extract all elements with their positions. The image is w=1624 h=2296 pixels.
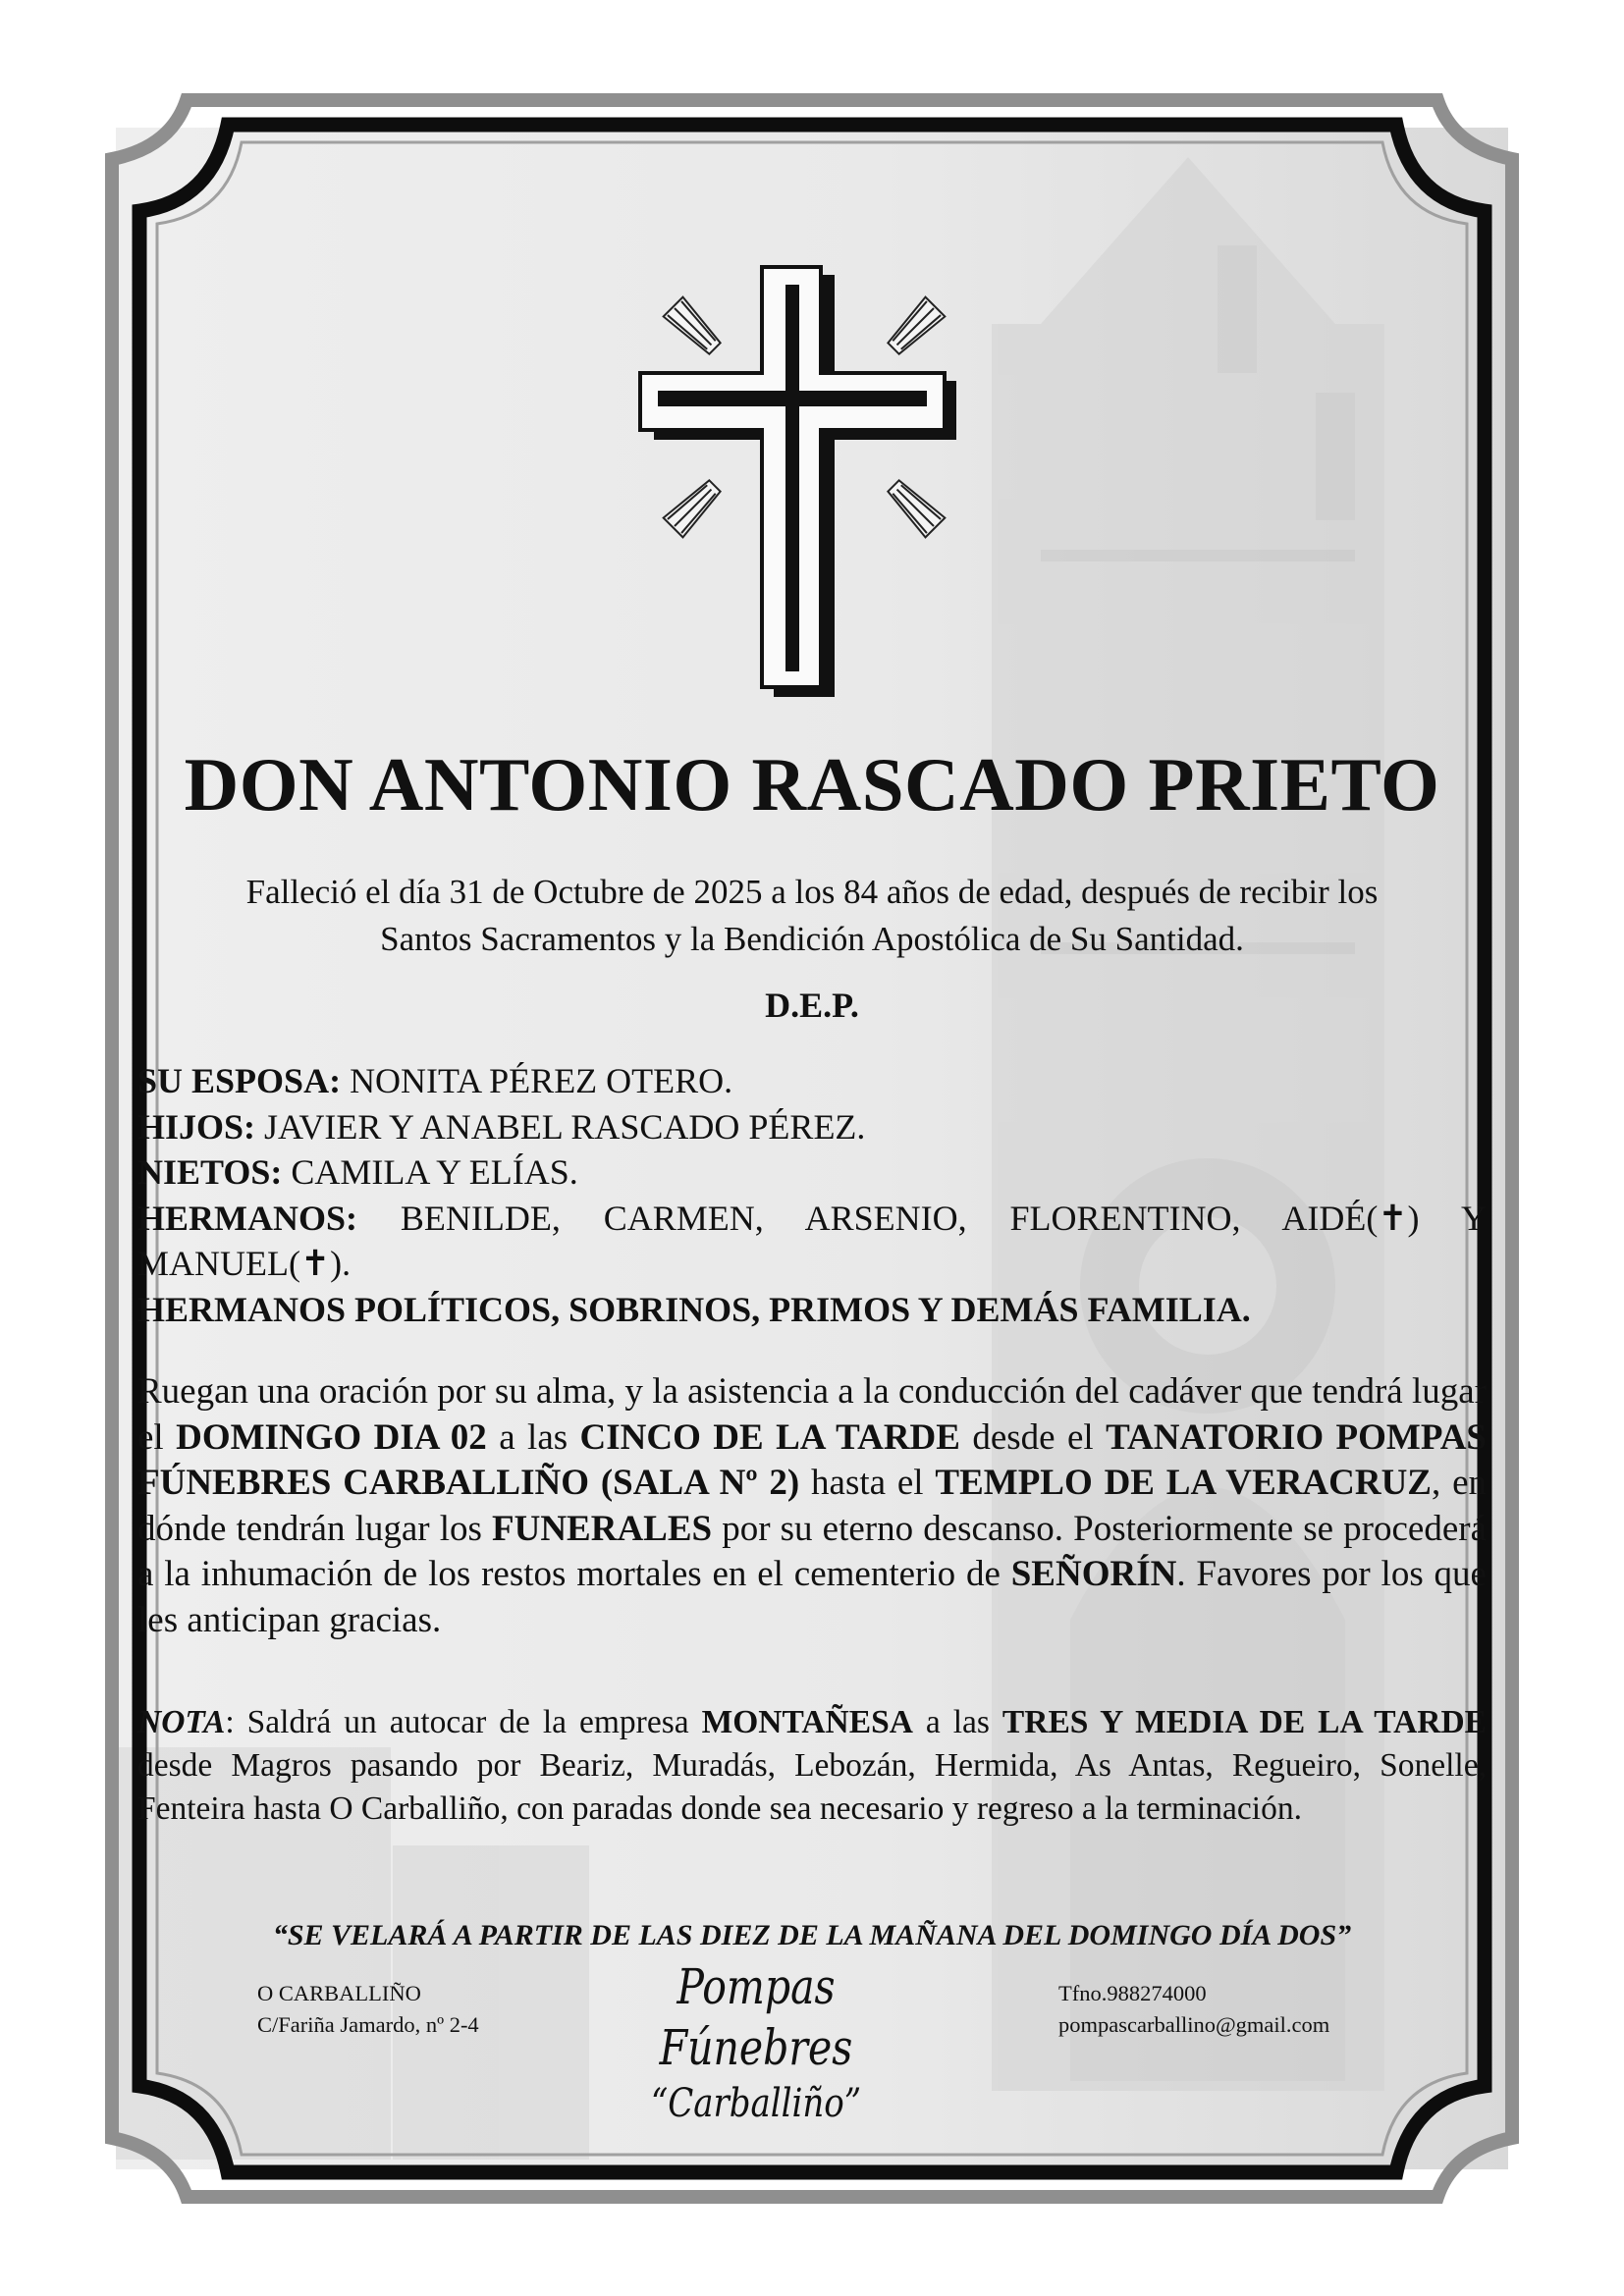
death-announcement [137,869,1487,963]
note-text-3: desde Magros pasando por Beariz, Muradás, Lebozán, Hermida, As Antas, Regueiro, Sonelle, Fenteira hasta O Carballiño, con paradas donde sea necesario y regreso a la terminación. [137,1747,1487,1827]
address-town: O CARBALLIÑO [257,1981,421,2005]
logo-line-1: Pompas Fúnebres [659,1958,853,2076]
funeral-home: TANATORIO POMPAS FÚNEBRES CARBALLIÑO (SALA Nº 2) [137,1416,1488,1503]
siblings-row [137,1196,1487,1242]
funeral-home-logo [589,1956,923,2129]
church-name: TEMPLO DE LA VERACRUZ [935,1463,1432,1503]
deceased-name: DON ANTONIO RASCADO PRIETO [184,742,1440,827]
note-text-1: : Saldrá un autocar de la empresa [225,1704,702,1740]
children-label: HIJOS: [137,1106,256,1147]
vigil-notice: “SE VELARÁ A PARTIR DE LAS DIEZ DE LA MAÑANA DEL DOMINGO DÍA DOS” [272,1919,1352,1951]
siblings-names: BENILDE, CARMEN, ARSENIO, FLORENTINO, AIDÉ(✝) Y [357,1198,1487,1238]
details-text-4: hasta el [799,1463,936,1503]
siblings-row-2: MANUEL(✝). [137,1244,352,1283]
bus-note [137,1701,1487,1831]
spouse-label: SU ESPOSA: [137,1061,342,1100]
children-row [137,1104,1487,1150]
funeral-time: CINCO DE LA TARDE [579,1416,960,1458]
details-text-1: Ruegan una oración por su alma, y la asistencia a la conducción del cadáver que tendrá lugar el [137,1371,1487,1458]
siblings-label: HERMANOS: [137,1198,357,1238]
funeral-home-address [257,1978,479,2041]
bus-company: MONTAÑESA [701,1704,913,1740]
bus-time: TRES Y MEDIA DE LA TARDE [1001,1704,1487,1740]
note-label: NOTA [137,1704,226,1740]
funeral-day: DOMINGO DIA 02 [176,1416,487,1458]
grandchildren-names: CAMILA Y ELÍAS. [282,1152,578,1192]
funerals-word: FUNERALES [492,1508,713,1549]
grandchildren-label: NIETOS: [137,1152,283,1192]
dep-heading: D.E.P. [765,986,859,1025]
other-family: HERMANOS POLÍTICOS, SOBRINOS, PRIMOS Y DEMÁS FAMILIA. [137,1289,1251,1329]
logo-line-2: “Carballiño” [650,2081,862,2126]
contact-phone: Tfno.988274000 [1058,1981,1207,2005]
spouse-name: NONITA PÉREZ OTERO. [341,1061,733,1100]
details-text-7: . Favores por los que les anticipan gracias. [137,1554,1487,1640]
cemetery-name: SEÑORÍN [1010,1554,1177,1594]
funeral-details [137,1369,1487,1643]
note-text-2: a las [912,1704,1002,1740]
cross-icon [599,265,1011,726]
details-text-5: , en dónde tendrán lugar los [137,1463,1487,1549]
contact-email: pompascarballino@gmail.com [1058,2012,1330,2037]
children-names: JAVIER Y ANABEL RASCADO PÉREZ. [255,1106,866,1147]
details-text-6: por su eterno descanso. Posteriormente se procederá a la inhumación de los restos mortales en el cementerio de [137,1508,1487,1594]
funeral-home-contact [1058,1978,1329,2041]
family-list [137,1058,1487,1332]
spouse-row [137,1058,1487,1104]
address-street: C/Fariña Jamardo, nº 2-4 [257,2012,479,2037]
details-text-3: desde el [959,1416,1107,1458]
grandchildren-row [137,1149,1487,1196]
details-text-2: a las [486,1416,580,1458]
intro-line-1: Falleció el día 31 de Octubre de 2025 a los 84 años de edad, después de recibir los [245,873,1379,911]
intro-line-2: Santos Sacramentos y la Bendición Apostólica de Su Santidad. [380,920,1244,958]
